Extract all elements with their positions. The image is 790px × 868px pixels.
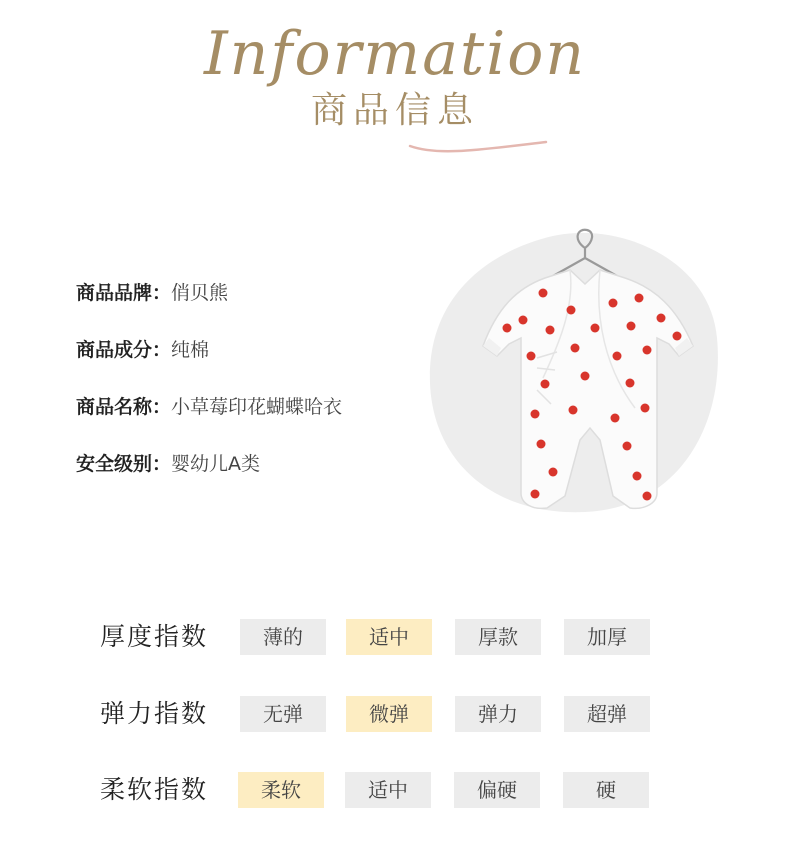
rating-option: 加厚 xyxy=(564,619,650,655)
info-value: 婴幼儿A类 xyxy=(171,452,261,475)
rating-option: 弹力 xyxy=(455,696,541,732)
product-image xyxy=(425,218,725,518)
rating-option: 厚款 xyxy=(455,619,541,655)
rating-label: 弹力指数 xyxy=(100,699,209,728)
rating-option: 超弹 xyxy=(564,696,650,732)
rating-option-selected: 微弹 xyxy=(346,696,432,732)
info-row-safety xyxy=(76,435,456,492)
info-value: 纯棉 xyxy=(171,338,210,361)
info-label: 商品品牌： xyxy=(76,281,172,304)
info-row-material xyxy=(76,321,456,378)
info-label: 商品成分： xyxy=(76,338,172,361)
rating-option-selected: 柔软 xyxy=(238,772,324,808)
rating-option: 偏硬 xyxy=(454,772,540,808)
rating-option: 无弹 xyxy=(240,696,326,732)
info-label: 商品名称： xyxy=(76,395,172,418)
info-value: 俏贝熊 xyxy=(171,281,229,304)
rating-label: 厚度指数 xyxy=(100,622,209,651)
rating-label: 柔软指数 xyxy=(100,775,209,804)
rating-option-selected: 适中 xyxy=(346,619,432,655)
rating-option: 薄的 xyxy=(240,619,326,655)
product-info-list xyxy=(76,264,456,492)
decorative-swoosh xyxy=(408,138,548,158)
rating-option: 硬 xyxy=(563,772,649,808)
info-label: 安全级别： xyxy=(76,452,172,475)
info-row-name xyxy=(76,378,456,435)
info-row-brand xyxy=(76,264,456,321)
info-value: 小草莓印花蝴蝶哈衣 xyxy=(171,395,343,418)
title-english: Information xyxy=(203,19,587,89)
romper-illustration xyxy=(425,218,725,518)
rating-option: 适中 xyxy=(345,772,431,808)
title-chinese: 商品信息 xyxy=(310,90,479,131)
